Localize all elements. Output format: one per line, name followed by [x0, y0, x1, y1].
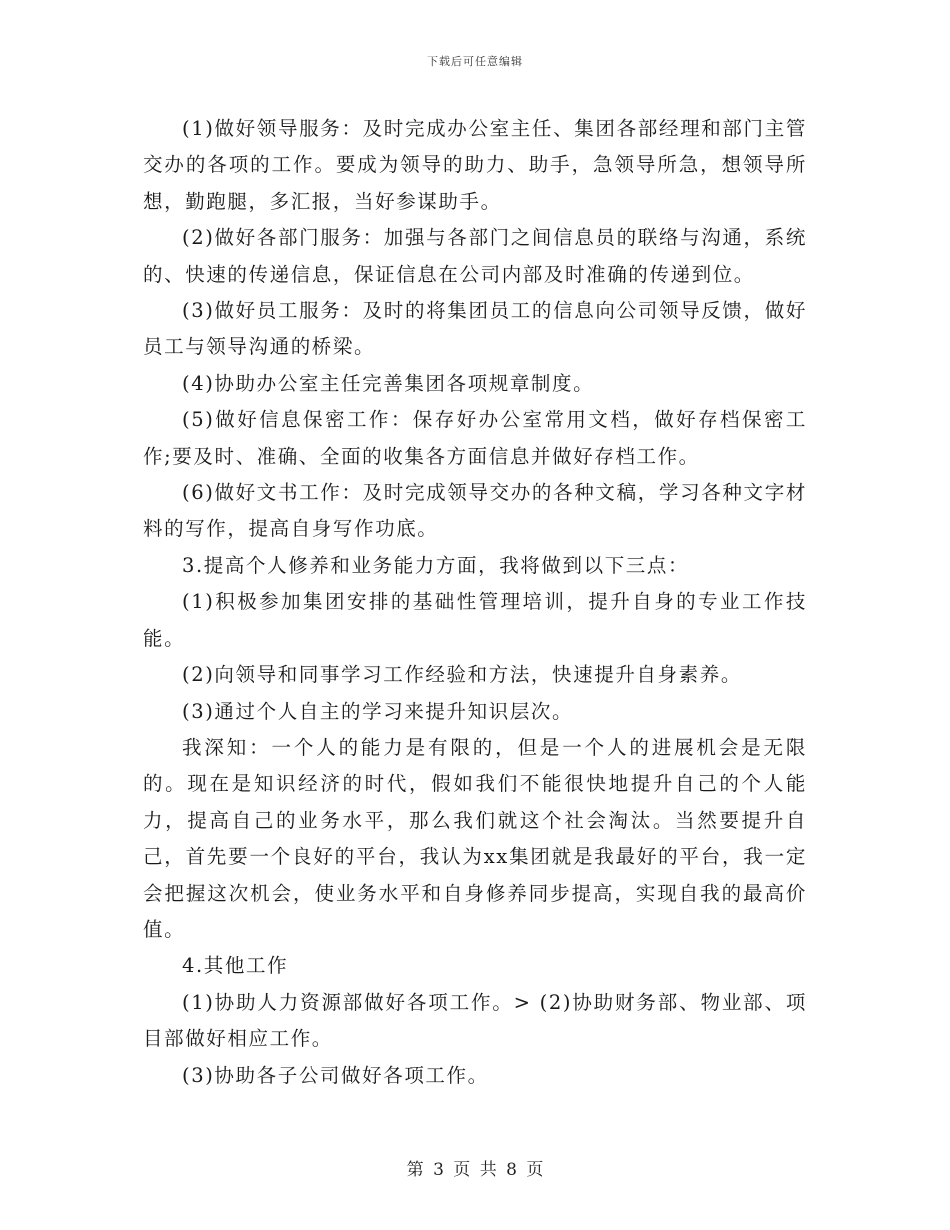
document-body — [143, 111, 807, 1094]
paragraph-assist-subsidiaries: (3)协助各子公司做好各项工作。 — [182, 1063, 489, 1087]
paragraph-section-3: 3.提高个人修养和业务能力方面，我将做到以下三点： — [182, 553, 690, 577]
paragraph-section-4: 4.其他工作 — [182, 954, 289, 978]
paragraph-leader-service: (1)做好领导服务：及时完成办公室主任、集团各部经理和部门主管交办的各项的工作。要成为领导的助力、助手，急领导所急，想领导所想，勤跑腿，多汇报，当好参谋助手。 — [143, 117, 807, 213]
paragraph-rules: (4)协助办公室主任完善集团各项规章制度。 — [182, 371, 595, 395]
paragraph-reflection: 我深知：一个人的能力是有限的，但是一个人的进展机会是无限的。现在是知识经济的时代，假如我们不能很快地提升自己的个人能力，提高自己的业务水平，那么我们就这个社会淘汰。当然要提升自己，首先要一个良好的平台，我认为xx集团就是我最好的平台，我一定会把握这次机会，使业务水平和自身修养同步提高，实现自我的最高价值。 — [143, 735, 807, 941]
paragraph-self-study: (3)通过个人自主的学习来提升知识层次。 — [182, 699, 574, 723]
paragraph-assist-departments: (1)协助人力资源部做好各项工作。> (2)协助财务部、物业部、项目部做好相应工作。 — [143, 990, 807, 1051]
paragraph-learn-colleagues: (2)向领导和同事学习工作经验和方法，快速提升自身素养。 — [182, 663, 742, 687]
page-header: 下载后可任意编辑 — [427, 55, 523, 68]
page-number-footer: 第 3 页 共 8 页 — [406, 1160, 544, 1180]
paragraph-confidentiality: (5)做好信息保密工作：保存好办公室常用文档，做好存档保密工作;要及时、准确、全面的收集各方面信息并做好存档工作。 — [143, 408, 807, 468]
paragraph-documents: (6)做好文书工作：及时完成领导交办的各种文稿，学习各种文字材料的写作，提高自身写作功底。 — [143, 481, 807, 541]
paragraph-training: (1)积极参加集团安排的基础性管理培训，提升自身的专业工作技能。 — [143, 590, 807, 650]
paragraph-staff-service: (3)做好员工服务：及时的将集团员工的信息向公司领导反馈，做好员工与领导沟通的桥梁。 — [143, 299, 807, 359]
paragraph-department-service: (2)做好各部门服务：加强与各部门之间信息员的联络与沟通，系统的、快速的传递信息，保证信息在公司内部及时准确的传递到位。 — [143, 226, 807, 286]
